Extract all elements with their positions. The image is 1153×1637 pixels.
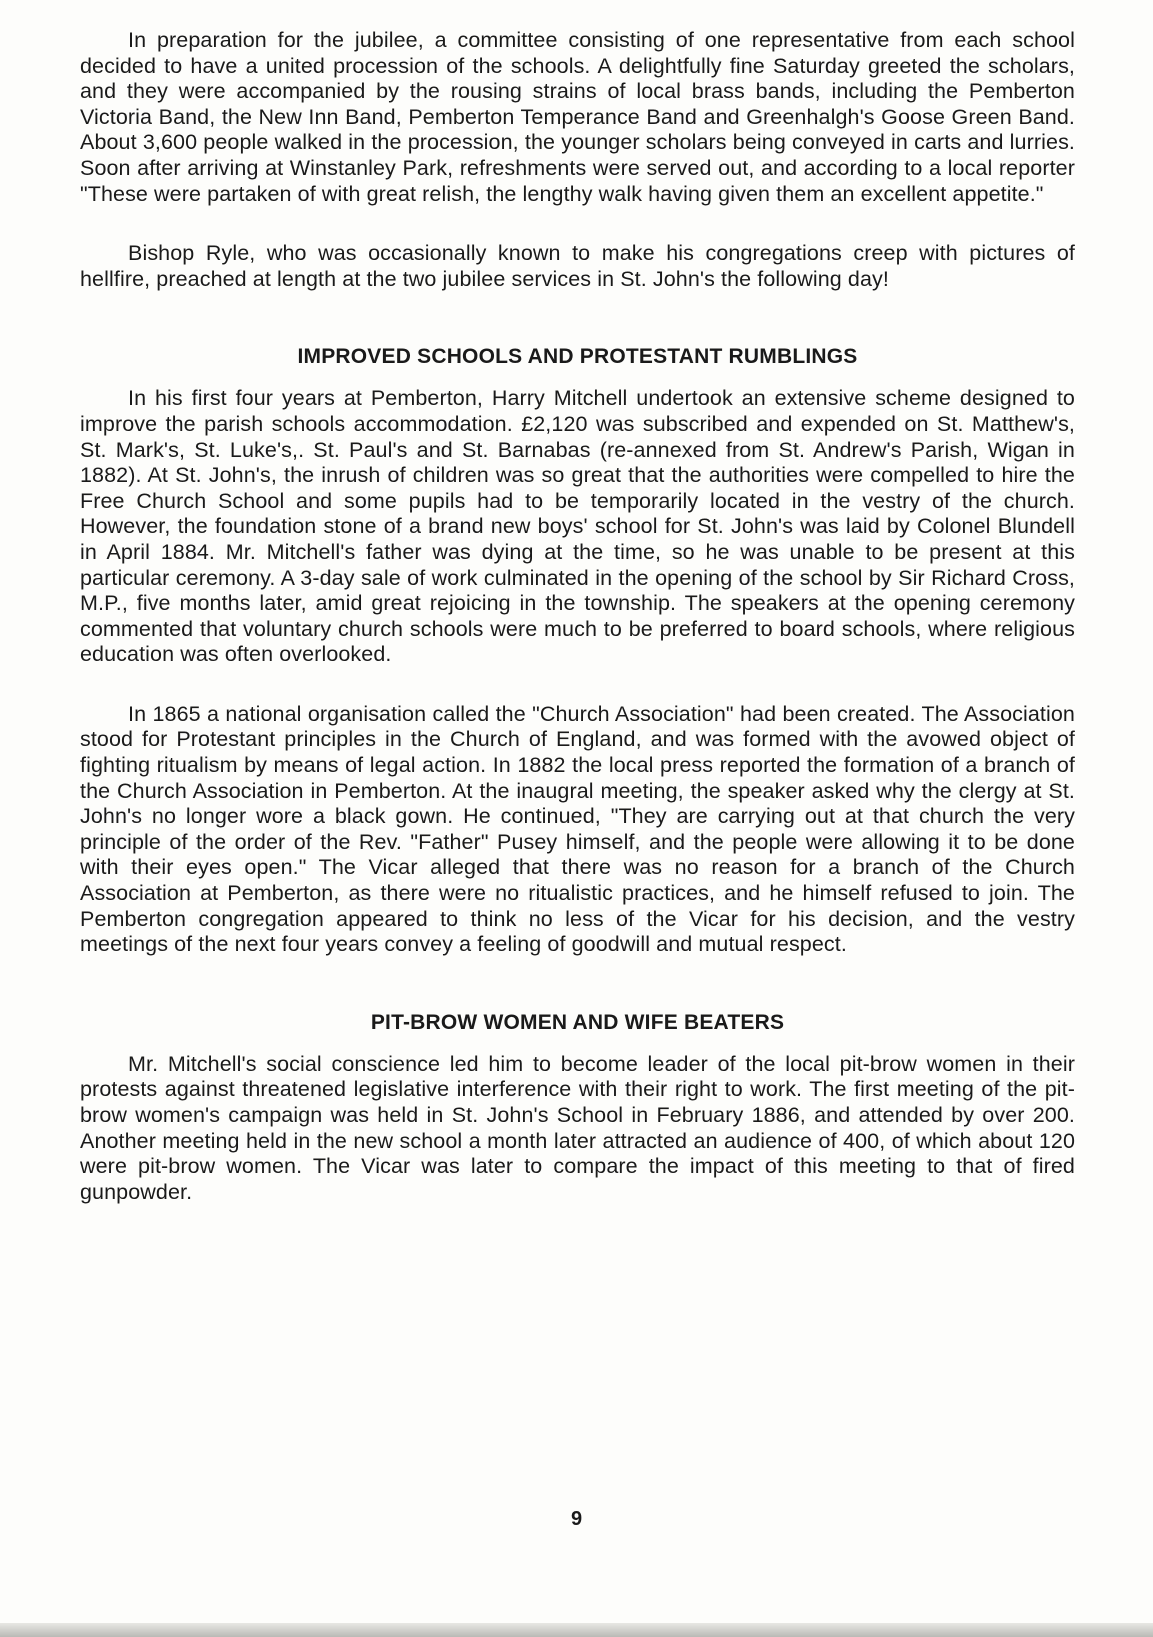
paragraph-bishop-ryle: Bishop Ryle, who was occasionally known to make his congregations creep with pictures of hellfire, preached at length at the two jubilee services in St. John's the following day! — [80, 241, 1075, 291]
page-content — [80, 28, 1075, 1205]
page-number: 9 — [570, 1508, 583, 1530]
section-heading-pit-brow-women: PIT-BROW WOMEN AND WIFE BEATERS — [370, 1010, 785, 1034]
paragraph-harry-mitchell-schools: In his first four years at Pemberton, Harry Mitchell undertook an extensive scheme designed to improve the parish schools accommodation. £2,120 was subscribed and expended on St. Matthew's, St. Mark's, St. Luke's,. St. Paul's and St. Barnabas (re-annexed from St. Andrew's Parish, Wigan in 1882). At St. John's, the inrush of children was so great that the authorities were compelled to hire the Free Church School and some pupils had to be temporarily located in the vestry of the church. However, the foundation stone of a brand new boys' school for St. John's was laid by Colonel Blundell in April 1884. Mr. Mitchell's father was dying at the time, so he was unable to be present at this particular ceremony. A 3-day sale of work culminated in the opening of the school by Sir Richard Cross, M.P., five months later, amid great rejoicing in the township. The speakers at the opening ceremony commented that voluntary church schools were much to be preferred to board schools, where religious education was often overlooked. — [80, 386, 1075, 667]
page-bottom-edge — [0, 1623, 1153, 1637]
paragraph-church-association: In 1865 a national organisation called the "Church Association" had been created. The Association stood for Protestant principles in the Church of England, and was formed with the avowed object of fighting ritualism by means of legal action. In 1882 the local press reported the formation of a branch of the Church Association in Pemberton. At the inaugral meeting, the speaker asked why the clergy at St. John's no longer wore a black gown. He continued, "They are carrying out at that church the very principle of the order of the Rev. "Father" Pusey himself, and the people were allowing it to be done with their eyes open." The Vicar alleged that there was no reason for a branch of the Church Association at Pemberton, as there were no ritualistic practices, and he himself refused to join. The Pemberton congregation appeared to think no less of the Vicar for his decision, and the vestry meetings of the next four years convey a feeling of goodwill and mutual respect. — [80, 701, 1075, 957]
paragraph-pit-brow-campaign: Mr. Mitchell's social conscience led him to become leader of the local pit-brow women in their protests against threatened legislative interference with their right to work. The first meeting of the pit-brow women's campaign was held in St. John's School in February 1886, and attended by over 200. Another meeting held in the new school a month later attracted an audience of 400, of which about 120 were pit-brow women. The Vicar was later to compare the impact of this meeting to that of fired gunpowder. — [80, 1051, 1075, 1204]
paragraph-jubilee-procession: In preparation for the jubilee, a committee consisting of one representative from each school decided to have a united procession of the schools. A delightfully fine Saturday greeted the scholars, and they were accompanied by the rousing strains of local brass bands, including the Pemberton Victoria Band, the New Inn Band, Pemberton Temperance Band and Greenhalgh's Goose Green Band. About 3,600 people walked in the procession, the younger scholars being conveyed in carts and lurries. Soon after arriving at Winstanley Park, refreshments were served out, and according to a local reporter "These were partaken of with great relish, the lengthy walk having given them an excellent appetite." — [80, 28, 1075, 206]
section-heading-improved-schools: IMPROVED SCHOOLS AND PROTESTANT RUMBLINGS — [297, 345, 858, 369]
